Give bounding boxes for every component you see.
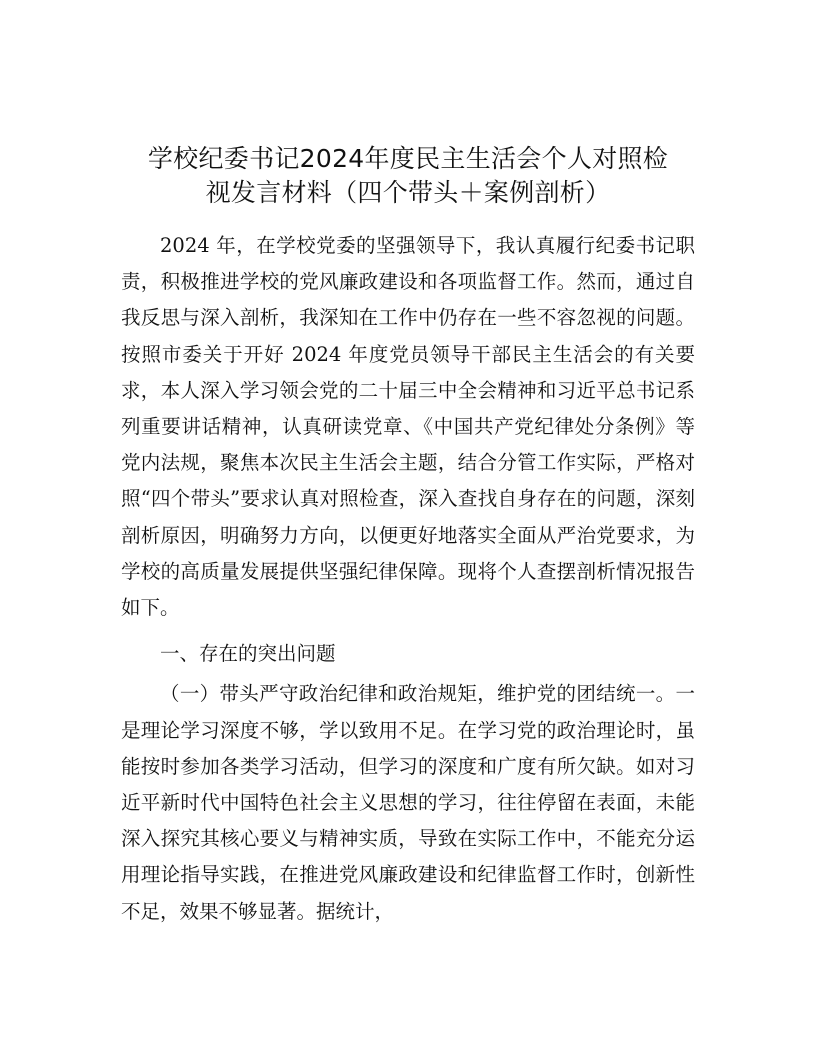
document-body [121,228,695,930]
intro-paragraph: 2024 年，在学校党委的坚强领导下，我认真履行纪委书记职责，积极推进学校的党风廉政建设和各项监督工作。然而，通过自我反思与深入剖析，我深知在工作中仍存在一些不容忽视的问题。按照市委关于开好 2024 年度党员领导干部民主生活会的有关要求，本人深入学习领会党的二十届三中全会精神和习近平总书记系列重要讲话精神，认真研读党章、《中国共产党纪律处分条例》等党内法规，聚焦本次民主生活会主题，结合分管工作实际，严格对照“四个带头”要求认真对照检查，深入查找自身存在的问题，深刻剖析原因，明确努力方向，以便更好地落实全面从严治党要求，为学校的高质量发展提供坚强纪律保障。现将个人查摆剖析情况报告如下。 [121,234,695,620]
section-heading-1: 一、存在的突出问题 [160,642,336,666]
title-line-1: 学校纪委书记2024年度民主生活会个人对照检 [147,144,669,173]
title-line-2: 视发言材料（四个带头＋案例剖析） [205,178,611,207]
subsection-paragraph-1: （一）带头严守政治纪律和政治规矩，维护党的团结统一。一是理论学习深度不够，学以致用不足。在学习党的政治理论时，虽能按时参加各类学习活动，但学习的深度和广度有所欠缺。如对习近平新时代中国特色社会主义思想的学习，往往停留在表面，未能深入探究其核心要义与精神实质，导致在实际工作中，不能充分运用理论指导实践，在推进党风廉政建设和纪律监督工作时，创新性不足，效果不够显著。据统计， [121,682,695,923]
document-title [110,142,706,210]
